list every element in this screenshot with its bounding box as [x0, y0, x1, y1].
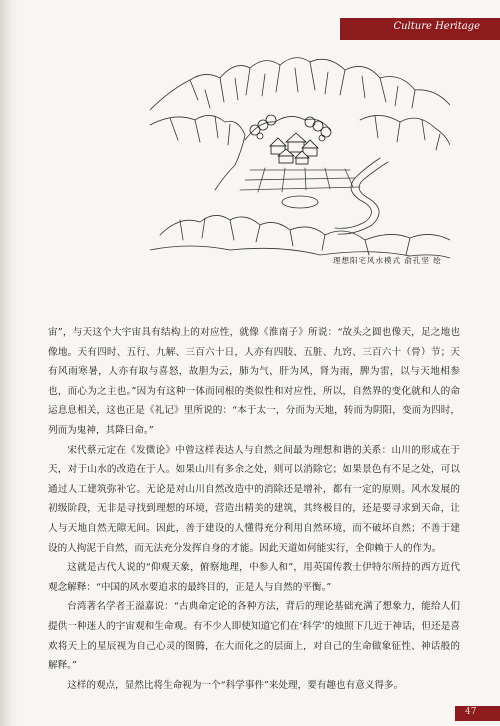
paragraph: 这就是古代人说的“仰观天象，俯察地理，中参人和”，用英国传教士伊特尔所持的西方近代观念解释：“中国的风水要追求的最终目的，正是人与自然的平衡。”: [48, 562, 460, 593]
settlement-hill: [245, 116, 330, 140]
header-band: [340, 18, 500, 40]
winding-river: [335, 158, 380, 228]
paragraph: 这样的观点，显然比将生命视为一个“科学事件”来处理，要有趣也有意义得多。: [67, 679, 404, 691]
paragraph: 台湾著名学者王溢嘉说：“古典命定论的各种方法，背后的理论基础充满了想象力，能给人们提供一种迷人的宇宙观和生命观。有不少人即使知道它们在‘科学’的烛照下几近于神话，但还是喜欢将天上的星辰视为自己心灵的图腾，在大而化之的层面上，对自己的生命做象征性、神话般的解释。”: [48, 601, 460, 672]
back-mountain-ridge: [150, 58, 450, 110]
figure-caption: 理想阳宅风水模式 俞孔坚 绘: [333, 256, 442, 265]
right-mountain-range: [360, 115, 450, 145]
pond: [282, 196, 318, 208]
trees: [250, 115, 331, 141]
section-title: Culture Heritage: [393, 21, 480, 32]
fengshui-landscape-illustration: [150, 50, 450, 265]
paragraph: 宙”，与天这个大宇宙具有结构上的对应性，就像《淮南子》所说：“故头之圆也像天，足之地也像地。天有四时、五行、九解、三百六十日，人亦有四肢、五脏、九窍、三百六十（骨）节；天有风雨寒暑，人亦有取与喜怒，故胆为云，肺为气，肝为风，肾为雨，脾为雷，以与天地相参也，而心为之主也。”因为有这种一体而同根的类似性和对应性，所以，自然界的变化就和人的命运息息相关，这也正是《礼记》里所说的：“本于太一，分而为天地，转而为阴阳，变而为四时，列而为鬼神，其降曰命。”: [48, 327, 460, 436]
village-buildings: [270, 133, 318, 164]
binding-shadow: [0, 0, 18, 726]
page-number-band: [455, 706, 500, 721]
fields: [240, 168, 360, 192]
left-mountain-range: [150, 115, 245, 190]
page-number: 47: [465, 707, 477, 717]
article-body: [48, 323, 460, 695]
paragraph: 宋代蔡元定在《发微论》中曾这样表达人与自然之间最为理想和谐的关系：山川的形成在于天，对于山水的改造在于人。如果山川有多余之处，则可以消除它；如果景色有不足之处，可以通过人工建筑弥补它。无论是对山川自然改造中的消除还是增补，都有一定的原则。风水发展的初级阶段，无非是寻找到理想的环境，营造出精美的建筑，其终极目的，还是要寻求到天命，让人与天地自然无隙无间。因此，善于建设的人懂得充分利用自然环境，而不破坏自然；不善于建设的人拘泥于自然，而无法充分发挥自身的才能。因此天道如何能实行，全仰赖于人的作为。: [48, 444, 460, 554]
